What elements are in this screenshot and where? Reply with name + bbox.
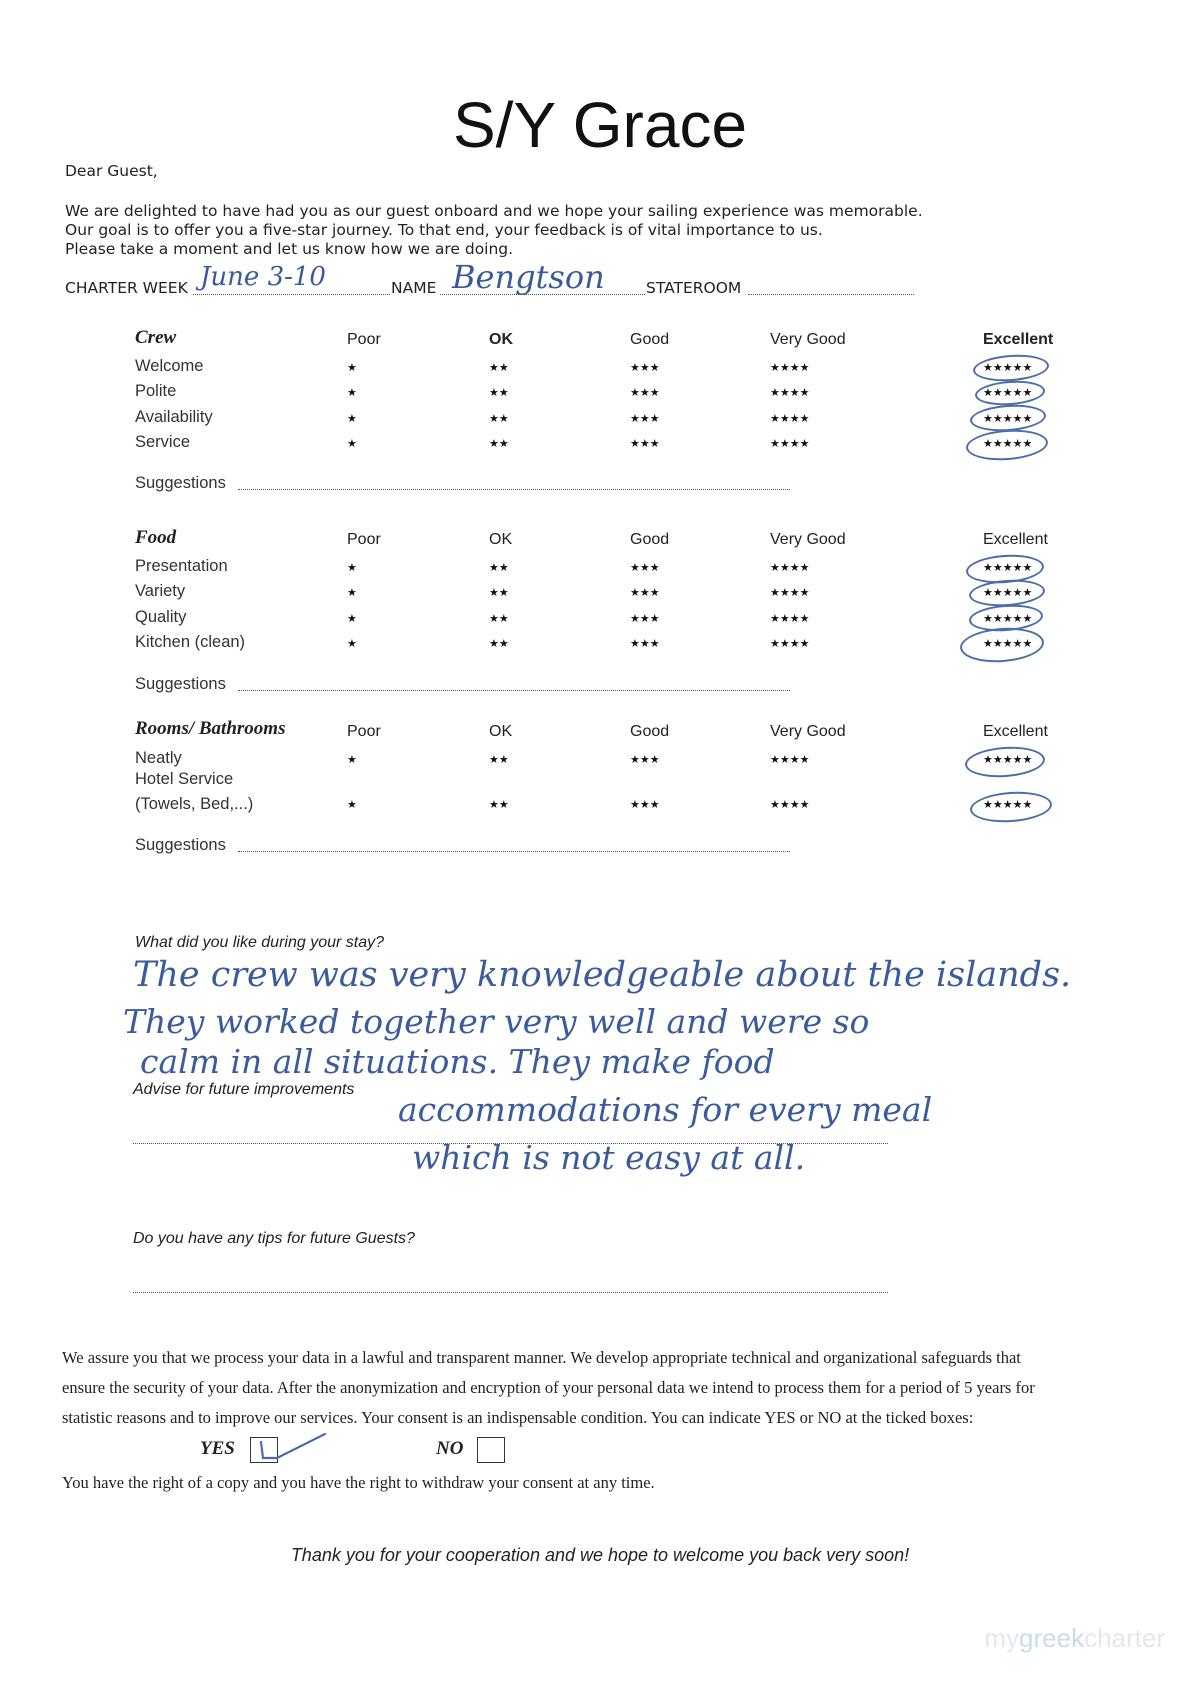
rating-2-star[interactable]: ★★ <box>489 637 509 650</box>
charter-week-field[interactable] <box>193 294 390 295</box>
answer-line-2: They worked together very well and were so <box>123 1002 870 1041</box>
rating-1-star[interactable]: ★ <box>347 437 357 450</box>
ink-circle-mark <box>974 379 1046 408</box>
rating-1-star[interactable]: ★ <box>347 386 357 399</box>
rating-4-star[interactable]: ★★★★ <box>770 586 810 599</box>
stateroom-label: STATEROOM <box>646 279 742 297</box>
suggestions-label-rooms: Suggestions <box>135 836 226 854</box>
answer-line-1: The crew was very knowledgeable about the islands. <box>133 955 1072 995</box>
rating-1-star[interactable]: ★ <box>347 412 357 425</box>
rating-4-star[interactable]: ★★★★ <box>770 361 810 374</box>
header-excellent: Excellent <box>983 723 1048 740</box>
rating-5-star[interactable]: ★★★★★ <box>983 612 1033 625</box>
rating-3-star[interactable]: ★★★ <box>630 637 660 650</box>
rating-4-star[interactable]: ★★★★ <box>770 412 810 425</box>
yes-checkbox[interactable] <box>250 1437 278 1463</box>
header-poor: Poor <box>347 331 381 348</box>
section-title-crew: Crew <box>135 327 177 348</box>
suggestions-field-rooms[interactable] <box>238 851 790 852</box>
rating-4-star[interactable]: ★★★★ <box>770 561 810 574</box>
rating-1-star[interactable]: ★ <box>347 637 357 650</box>
stateroom-field[interactable] <box>748 294 914 295</box>
header-ok: OK <box>489 723 513 740</box>
rating-5-star[interactable]: ★★★★★ <box>983 412 1033 425</box>
section-title-food: Food <box>135 527 177 548</box>
rating-3-star[interactable]: ★★★ <box>630 798 660 811</box>
rating-5-star[interactable]: ★★★★★ <box>983 798 1033 811</box>
header-poor: Poor <box>347 723 381 740</box>
intro-line-1: We are delighted to have had you as our guest onboard and we hope your sailing experience was memorable. <box>65 202 923 220</box>
row-label-towels-bed: (Towels, Bed,...) <box>135 795 254 813</box>
intro-line-2: Our goal is to offer you a five-star journey. To that end, your feedback is of vital importance to us. <box>65 221 823 239</box>
rating-2-star[interactable]: ★★ <box>489 561 509 574</box>
rating-3-star[interactable]: ★★★ <box>630 753 660 766</box>
charter-week-label: CHARTER WEEK <box>65 279 188 297</box>
answer-line-3: calm in all situations. They make food <box>140 1042 775 1081</box>
header-very-good: Very Good <box>770 723 846 740</box>
header-ok: OK <box>489 531 513 548</box>
question-tips: Do you have any tips for future Guests? <box>133 1230 415 1247</box>
row-label-neatly: Neatly <box>135 749 182 767</box>
rating-2-star[interactable]: ★★ <box>489 612 509 625</box>
rating-2-star[interactable]: ★★ <box>489 437 509 450</box>
rating-2-star[interactable]: ★★ <box>489 361 509 374</box>
privacy-notice <box>62 1343 1137 1433</box>
rating-2-star[interactable]: ★★ <box>489 386 509 399</box>
rating-1-star[interactable]: ★ <box>347 361 357 374</box>
row-label-kitchen-clean: Kitchen (clean) <box>135 633 246 651</box>
intro-line-3: Please take a moment and let us know how we are doing. <box>65 240 514 258</box>
rating-3-star[interactable]: ★★★ <box>630 361 660 374</box>
rating-2-star[interactable]: ★★ <box>489 412 509 425</box>
rating-5-star[interactable]: ★★★★★ <box>983 586 1033 599</box>
rating-3-star[interactable]: ★★★ <box>630 612 660 625</box>
question-advise: Advise for future improvements <box>133 1081 355 1098</box>
charter-week-value: June 3-10 <box>200 262 326 292</box>
header-ok: OK <box>489 331 513 348</box>
rating-1-star[interactable]: ★ <box>347 561 357 574</box>
rating-4-star[interactable]: ★★★★ <box>770 386 810 399</box>
name-value: Bengtson <box>452 258 605 296</box>
no-label: NO <box>436 1438 464 1459</box>
rating-5-star[interactable]: ★★★★★ <box>983 437 1033 450</box>
rating-4-star[interactable]: ★★★★ <box>770 612 810 625</box>
rating-1-star[interactable]: ★ <box>347 798 357 811</box>
rating-2-star[interactable]: ★★ <box>489 798 509 811</box>
tips-field[interactable] <box>133 1292 888 1293</box>
ink-circle-mark <box>972 352 1050 383</box>
row-label-presentation: Presentation <box>135 557 228 575</box>
rating-5-star[interactable]: ★★★★★ <box>983 361 1033 374</box>
row-label-quality: Quality <box>135 608 187 626</box>
privacy-line-3: statistic reasons and to improve our services. Your consent is an indispensable condition. You can indicate YES or NO at the ticked boxes: <box>62 1408 974 1427</box>
suggestions-field-crew[interactable] <box>238 489 790 490</box>
question-liked: What did you like during your stay? <box>135 934 385 951</box>
answer-line-4: accommodations for every meal <box>398 1090 933 1129</box>
row-label-availability: Availability <box>135 408 213 426</box>
header-good: Good <box>630 531 670 548</box>
privacy-line-1: We assure you that we process your data in a lawful and transparent manner. We develop appropriate technical and organizational safeguards that <box>62 1348 1021 1367</box>
rating-2-star[interactable]: ★★ <box>489 753 509 766</box>
header-very-good: Very Good <box>770 531 846 548</box>
rating-1-star[interactable]: ★ <box>347 586 357 599</box>
watermark-part-greek: greek <box>1019 1623 1085 1653</box>
row-label-variety: Variety <box>135 582 186 600</box>
ink-circle-mark <box>969 789 1053 825</box>
ink-circle-mark <box>965 427 1049 463</box>
row-label-service: Service <box>135 433 191 451</box>
rating-1-star[interactable]: ★ <box>347 612 357 625</box>
ink-circle-mark <box>964 744 1046 780</box>
rating-3-star[interactable]: ★★★ <box>630 561 660 574</box>
rating-5-star[interactable]: ★★★★★ <box>983 637 1033 650</box>
privacy-line-2: ensure the security of your data. After the anonymization and encryption of your personal data we intend to process them for a period of 5 years for <box>62 1378 1035 1397</box>
name-label: NAME <box>391 279 437 297</box>
header-poor: Poor <box>347 531 381 548</box>
header-excellent: Excellent <box>983 531 1048 548</box>
rating-3-star[interactable]: ★★★ <box>630 586 660 599</box>
rating-5-star[interactable]: ★★★★★ <box>983 386 1033 399</box>
watermark-logo <box>984 1623 1165 1654</box>
row-label-polite: Polite <box>135 382 177 400</box>
answer-line-5: which is not easy at all. <box>412 1138 806 1177</box>
row-label-hotel-service: Hotel Service <box>135 770 234 788</box>
header-excellent: Excellent <box>983 331 1054 348</box>
suggestions-label-crew: Suggestions <box>135 474 226 492</box>
rating-3-star[interactable]: ★★★ <box>630 437 660 450</box>
header-very-good: Very Good <box>770 331 846 348</box>
rating-4-star[interactable]: ★★★★ <box>770 798 810 811</box>
section-title-rooms-bathrooms: Rooms/ Bathrooms <box>135 718 286 739</box>
rights-statement: You have the right of a copy and you have the right to withdraw your consent at any time. <box>62 1473 655 1492</box>
rating-5-star[interactable]: ★★★★★ <box>983 753 1033 766</box>
suggestions-field-food[interactable] <box>238 690 790 691</box>
ink-circle-mark <box>959 625 1045 665</box>
rating-2-star[interactable]: ★★ <box>489 586 509 599</box>
yes-label: YES <box>200 1438 235 1459</box>
rating-4-star[interactable]: ★★★★ <box>770 437 810 450</box>
header-good: Good <box>630 723 670 740</box>
rating-4-star[interactable]: ★★★★ <box>770 753 810 766</box>
rating-5-star[interactable]: ★★★★★ <box>983 561 1033 574</box>
rating-1-star[interactable]: ★ <box>347 753 357 766</box>
header-good: Good <box>630 331 670 348</box>
suggestions-label-food: Suggestions <box>135 675 226 693</box>
rating-3-star[interactable]: ★★★ <box>630 386 660 399</box>
form-title: S/Y Grace <box>452 89 748 161</box>
no-checkbox[interactable] <box>477 1437 505 1463</box>
row-label-welcome: Welcome <box>135 357 204 375</box>
check-mark-icon <box>255 1424 335 1464</box>
greeting: Dear Guest, <box>65 162 158 180</box>
rating-3-star[interactable]: ★★★ <box>630 412 660 425</box>
watermark-part-my: my <box>984 1623 1020 1653</box>
thank-you-message: Thank you for your cooperation and we hope to welcome you back very soon! <box>290 1545 910 1565</box>
watermark-part-charter: charter <box>1084 1623 1165 1653</box>
rating-4-star[interactable]: ★★★★ <box>770 637 810 650</box>
